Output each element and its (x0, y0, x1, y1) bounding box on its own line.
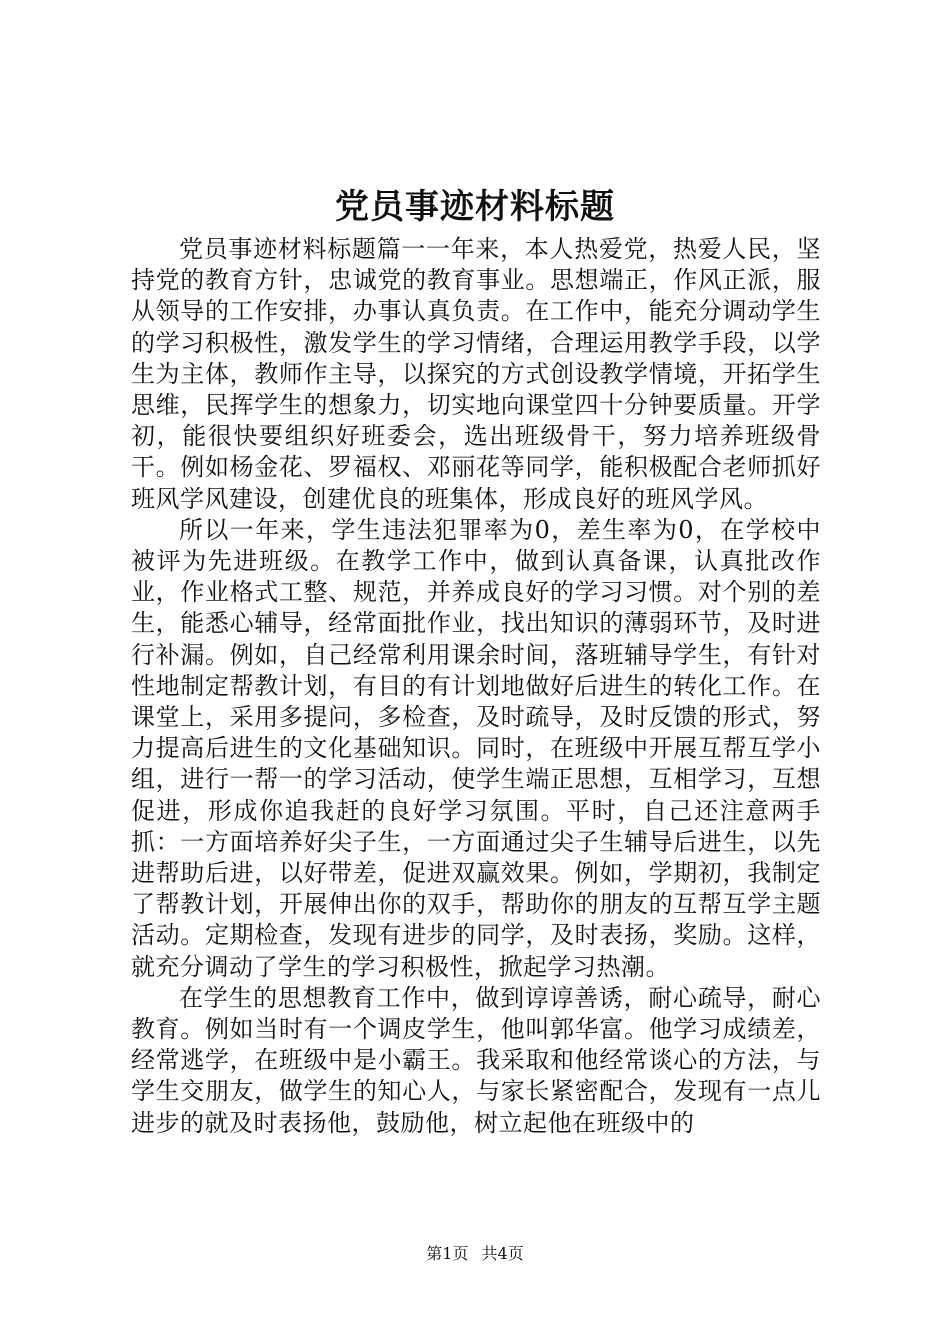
paragraph-2: 所以一年来，学生违法犯罪率为0，差生率为0，在学校中被评为先进班级。在教学工作中，做到认真备课，认真批改作业，作业格式工整、规范，并养成良好的学习习惯。对个别的差生，能悉心辅导，经常面批作业，找出知识的薄弱环节，及时进行补漏。例如，自己经常利用课余时间，落班辅导学生，有针对性地制定帮教计划，有目的有计划地做好后进生的转化工作。在课堂上，采用多提问，多检查，及时疏导，及时反馈的形式，努力提高后进生的文化基础知识。同时，在班级中开展互帮互学小组，进行一帮一的学习活动，使学生端正思想，互相学习，互想促进，形成你追我赶的良好学习氛围。平时，自己还注意两手抓：一方面培养好尖子生，一方面通过尖子生辅导后进生，以先进帮助后进，以好带差，促进双赢效果。例如，学期初，我制定了帮教计划，开展伸出你的双手，帮助你的朋友的互帮互学主题活动。定期检查，发现有进步的同学，及时表扬，奖励。这样，就充分调动了学生的学习积极性，掀起学习热潮。 (131, 515, 821, 981)
paragraph-3: 在学生的思想教育工作中，做到谆谆善诱，耐心疏导，耐心教育。例如当时有一个调皮学生，他叫郭华富。他学习成绩差，经常逃学，在班级中是小霸王。我采取和他经常谈心的方法，与学生交朋友，做学生的知心人，与家长紧密配合，发现有一点儿进步的就及时表扬他，鼓励他，树立起他在班级中的 (131, 983, 821, 1137)
page-number: 第1页 (426, 1244, 469, 1263)
page-total: 共4页 (481, 1244, 524, 1263)
page-footer (0, 1242, 950, 1266)
document-body (131, 234, 821, 1139)
paragraph-1: 党员事迹材料标题篇一一年来，本人热爱党，热爱人民，坚持党的教育方针，忠诚党的教育事业。思想端正，作风正派，服从领导的工作安排，办事认真负责。在工作中，能充分调动学生的学习积极性，激发学生的学习情绪，合理运用教学手段，以学生为主体，教师作主导，以探究的方式创设教学情境，开拓学生思维，民挥学生的想象力，切实地向课堂四十分钟要质量。开学初，能很快要组织好班委会，选出班级骨干，努力培养班级骨干。例如杨金花、罗福权、邓丽花等同学，能积极配合老师抓好班风学风建设，创建优良的班集体，形成良好的班风学风。 (131, 235, 821, 513)
document-title: 党员事迹材料标题 (335, 187, 615, 227)
